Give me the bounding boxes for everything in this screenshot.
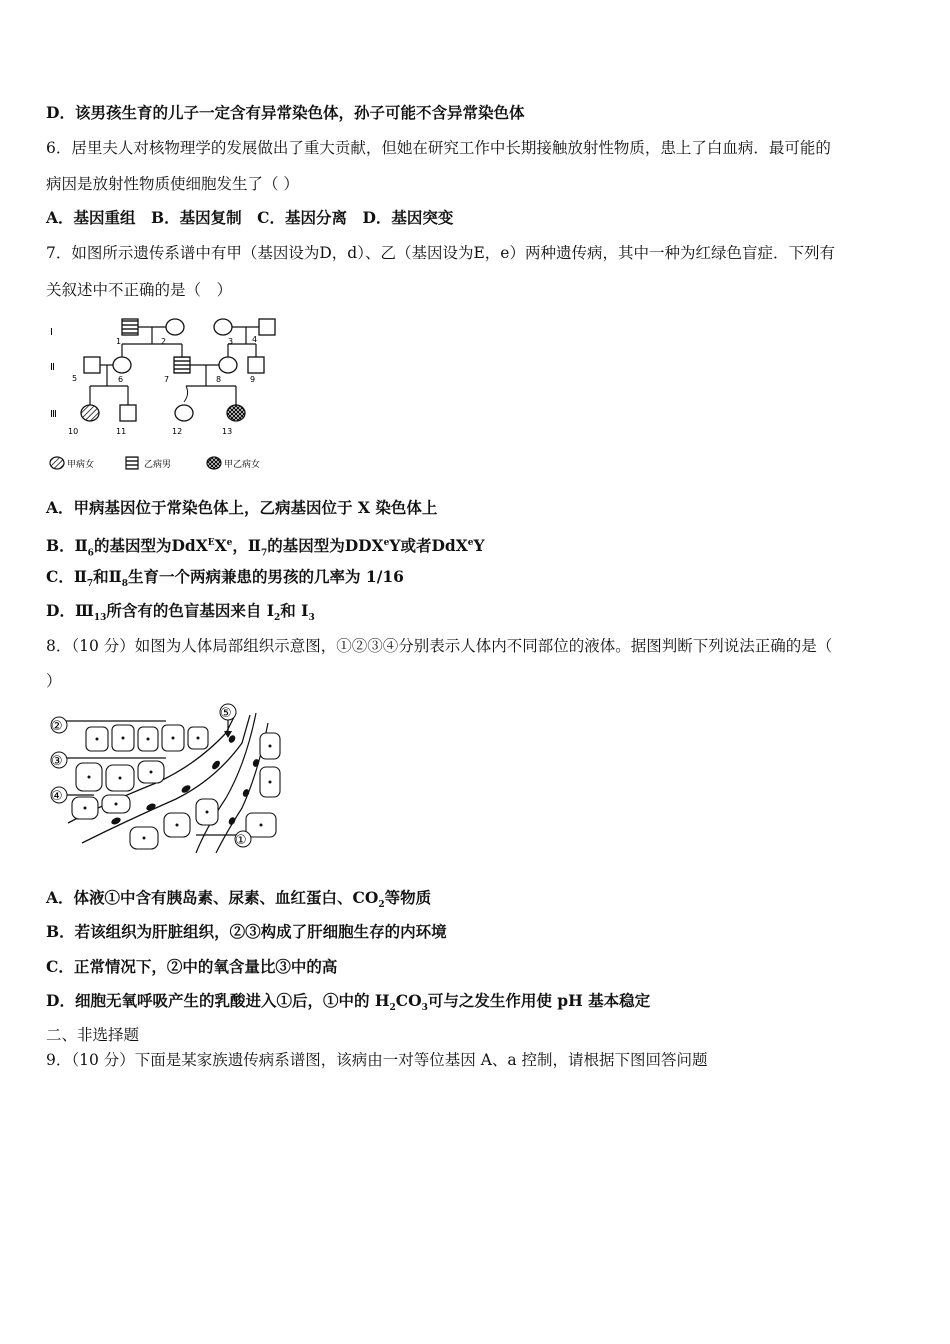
label-4: 4 — [252, 335, 258, 344]
individual-3 — [214, 319, 232, 335]
q8-stem-line2: ） — [46, 672, 62, 690]
q7-option-c: C．$Ⅱ_7$和$Ⅱ_8$生育一个两病兼患的男孩的几率为 1/16 — [46, 567, 404, 590]
q7-stem-line2: 关叙述中不正确的是（ ） — [46, 281, 233, 299]
diagram-label-2: ② — [51, 719, 63, 734]
legend-symbol-yi-male — [126, 457, 138, 469]
diagram-label-1: ① — [235, 833, 247, 848]
label-9: 9 — [250, 375, 256, 384]
diagram-label-4: ④ — [51, 789, 63, 804]
individual-4 — [259, 319, 275, 335]
q7-option-b: B．$Ⅱ_6$的基因型为DdX$^E$Xe，$Ⅱ_7$的基因型为DDXeY或者DdX$^e$Y — [46, 536, 485, 559]
diagram-label-3: ③ — [51, 754, 63, 769]
generation-label-1: Ⅰ — [50, 327, 53, 338]
label-13: 13 — [222, 427, 233, 436]
individual-11 — [120, 405, 136, 421]
q6-options: A．基因重组 B．基因复制 C．基因分离 D．基因突变 — [46, 208, 454, 227]
individual-10 — [81, 405, 99, 421]
q6-stem-line2: 病因是放射性物质使细胞发生了（ ） — [46, 175, 299, 193]
individual-8 — [219, 357, 237, 373]
q8-option-a: A．体液①中含有胰岛素、尿素、血红蛋白、$CO_2$等物质 — [46, 888, 432, 911]
q8-stem-line1: 8．（10 分）如图为人体局部组织示意图，①②③④分别表示人体内不同部位的液体。据图判断下列说法正确的是（ — [46, 637, 833, 655]
label-8: 8 — [216, 375, 222, 384]
diagram-label-5: ⑤ — [220, 706, 232, 721]
q8-option-c: C．正常情况下，②中的氧含量比③中的高 — [46, 957, 338, 976]
label-5: 5 — [72, 374, 78, 383]
q8-option-b: B．若该组织为肝脏组织，②③构成了肝细胞生存的内环境 — [46, 922, 447, 941]
individual-12 — [175, 405, 193, 421]
legend-label-jia-female: 甲病女 — [67, 460, 95, 470]
pedigree-diagram — [46, 312, 286, 477]
tissue-diagram — [46, 703, 286, 859]
q7-option-d: D．$Ⅲ_{13}$所含有的色盲基因来自 $I_2$和 $I_3$ — [46, 601, 315, 624]
label-3: 3 — [228, 337, 234, 346]
legend-label-yi-male: 乙病男 — [144, 460, 172, 470]
label-11: 11 — [116, 427, 127, 436]
label-1: 1 — [116, 337, 122, 346]
label-7: 7 — [164, 375, 170, 384]
individual-5 — [84, 357, 100, 373]
legend-symbol-jia-female — [50, 457, 64, 469]
generation-label-3: Ⅲ — [50, 409, 57, 420]
legend-label-jiayi-female: 甲乙病女 — [224, 460, 261, 470]
legend-symbol-jiayi-female — [207, 457, 221, 469]
individual-1 — [122, 319, 138, 335]
section-2-title: 二、非选择题 — [46, 1026, 140, 1044]
q7-stem-line1: 7．如图所示遗传系谱中有甲（基因设为D，d）、乙（基因设为E，e）两种遗传病，其中一种为红绿色盲症．下列有 — [46, 244, 835, 262]
individual-7 — [174, 357, 190, 373]
q5-option-d: D．该男孩生育的儿子一定含有异常染色体，孙子可能不含异常染色体 — [46, 103, 525, 122]
label-12: 12 — [172, 427, 183, 436]
individual-6 — [113, 357, 131, 373]
individual-9 — [248, 357, 264, 373]
generation-label-2: Ⅱ — [50, 362, 55, 373]
q6-stem-line1: 6．居里夫人对核物理学的发展做出了重大贡献，但她在研究工作中长期接触放射性物质，患上了白血病．最可能的 — [46, 139, 831, 157]
label-2: 2 — [161, 337, 167, 346]
label-10: 10 — [68, 427, 79, 436]
q9-stem: 9．（10 分）下面是某家族遗传病系谱图，该病由一对等位基因 A、a 控制，请根据下图回答问题 — [46, 1051, 708, 1069]
label-6: 6 — [118, 375, 124, 384]
q8-option-d: D．细胞无氧呼吸产生的乳酸进入①后，①中的 $H_2CO_3$可与之发生作用使 pH 基本稳定 — [46, 991, 651, 1014]
q7-option-a: A．甲病基因位于常染色体上，乙病基因位于 X 染色体上 — [46, 498, 438, 517]
individual-2 — [166, 319, 184, 335]
individual-13 — [227, 405, 245, 421]
